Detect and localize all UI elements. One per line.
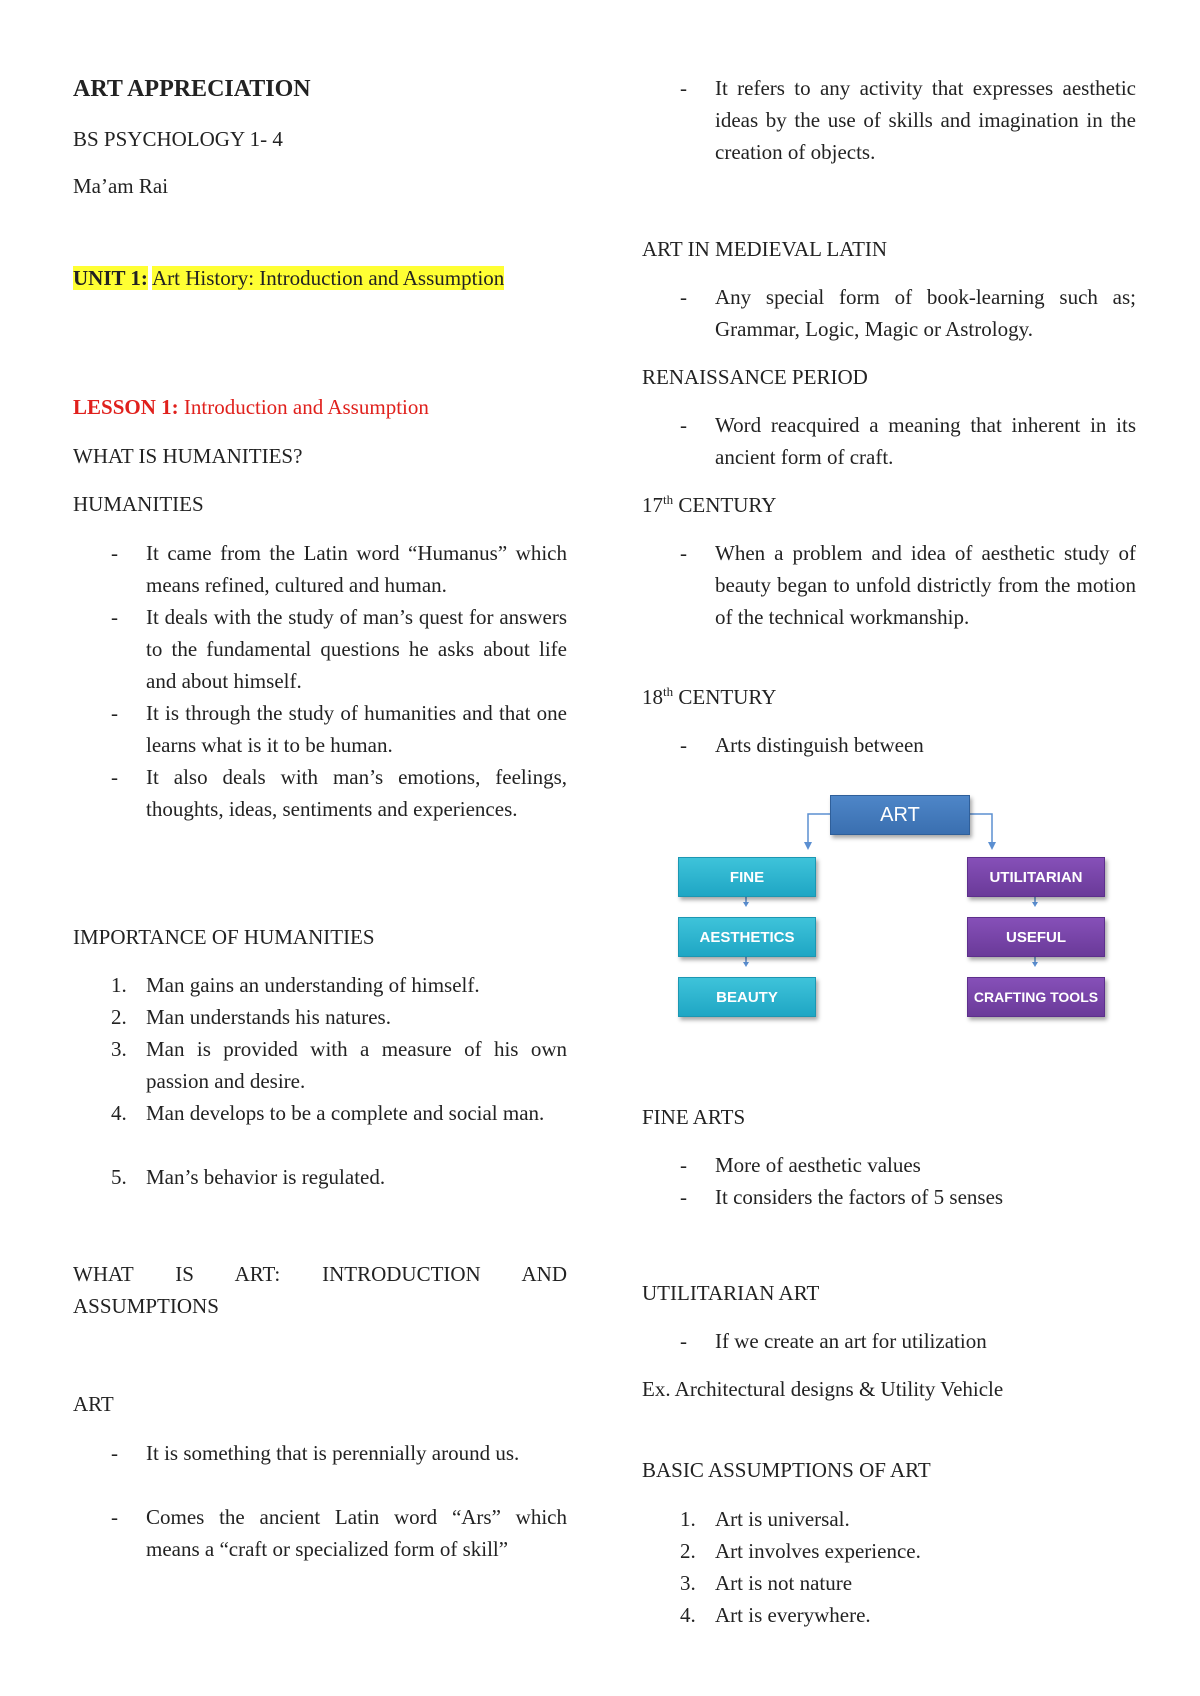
diagram-node-utilitarian: UTILITARIAN xyxy=(967,857,1105,897)
document-title: ART APPRECIATION xyxy=(73,76,311,102)
list-number: 1. xyxy=(111,973,127,997)
list-item xyxy=(642,1535,1136,1567)
humanities-item-4: It also deals with man’s emotions, feelings, thoughts, ideas, sentiments and experiences. xyxy=(146,765,567,821)
arrow-head xyxy=(1032,962,1038,967)
renaissance-heading: RENAISSANCE PERIOD xyxy=(642,365,868,389)
arrow-head xyxy=(804,842,812,850)
list-item xyxy=(642,729,1136,761)
diagram-node-crafting-tools: CRAFTING TOOLS xyxy=(967,977,1105,1017)
century-18-item-1: Arts distinguish between xyxy=(715,733,924,757)
utilitarian-art-item-1: If we create an art for utilization xyxy=(715,1329,987,1353)
list-number: 2. xyxy=(680,1539,696,1563)
list-item xyxy=(642,409,1136,473)
list-item xyxy=(642,1181,1136,1213)
list-number: 3. xyxy=(680,1571,696,1595)
arrow-head xyxy=(743,902,749,907)
bullet-dash: - xyxy=(111,605,118,629)
what-is-art-heading: WHAT IS ART: INTRODUCTION AND ASSUMPTIONS xyxy=(73,1262,567,1318)
importance-item-1: Man gains an understanding of himself. xyxy=(146,973,480,997)
arrow-head xyxy=(988,842,996,850)
list-item xyxy=(642,1567,1136,1599)
list-item xyxy=(73,537,567,601)
list-item xyxy=(73,1501,567,1565)
fine-arts-item-2: It considers the factors of 5 senses xyxy=(715,1185,1004,1209)
bullet-dash: - xyxy=(680,1185,687,1209)
connector-line xyxy=(808,814,830,844)
list-item xyxy=(642,1503,1136,1535)
renaissance-item-1: Word reacquired a meaning that inherent in its ancient form of craft. xyxy=(715,413,1136,469)
humanities-item-1: It came from the Latin word “Humanus” which means refined, cultured and human. xyxy=(146,541,567,597)
humanities-item-2: It deals with the study of man’s quest for answers to the fundamental questions he asks about life and about himself. xyxy=(146,605,567,693)
list-item xyxy=(642,281,1136,345)
list-item xyxy=(642,1325,1136,1357)
arrow-head xyxy=(1032,902,1038,907)
importance-item-5: Man’s behavior is regulated. xyxy=(146,1165,386,1189)
diagram-node-fine: FINE xyxy=(678,857,816,897)
instructor-name: Ma’am Rai xyxy=(73,174,169,198)
century-17-heading xyxy=(642,489,776,521)
what-is-humanities-heading: WHAT IS HUMANITIES? xyxy=(73,444,303,468)
unit-heading xyxy=(73,262,567,294)
bullet-dash: - xyxy=(111,541,118,565)
medieval-heading: ART IN MEDIEVAL LATIN xyxy=(642,237,888,261)
list-item xyxy=(642,1599,1136,1631)
list-item xyxy=(73,697,567,761)
art-item-2: Comes the ancient Latin word “Ars” which means a “craft or specialized form of skill” xyxy=(146,1505,567,1561)
bullet-dash: - xyxy=(111,765,118,789)
importance-heading: IMPORTANCE OF HUMANITIES xyxy=(73,925,375,949)
list-number: 4. xyxy=(680,1603,696,1627)
century-word: CENTURY xyxy=(678,685,777,709)
century-suffix: th xyxy=(663,492,674,507)
list-item xyxy=(73,1097,567,1129)
diagram-node-aesthetics: AESTHETICS xyxy=(678,917,816,957)
bullet-dash: - xyxy=(680,285,687,309)
list-item xyxy=(73,601,567,697)
importance-item-2: Man understands his natures. xyxy=(146,1005,391,1029)
bullet-dash: - xyxy=(680,1329,687,1353)
bullet-dash: - xyxy=(680,1153,687,1177)
diagram-node-useful: USEFUL xyxy=(967,917,1105,957)
list-number: 4. xyxy=(111,1101,127,1125)
diagram-node-art: ART xyxy=(830,795,970,835)
list-item xyxy=(73,1001,567,1033)
art-classification-diagram xyxy=(642,790,1136,1025)
bullet-dash: - xyxy=(680,76,687,100)
list-number: 5. xyxy=(111,1165,127,1189)
humanities-item-3: It is through the study of humanities and that one learns what is it to be human. xyxy=(146,701,567,757)
art-item-1: It is something that is perennially around us. xyxy=(146,1441,520,1465)
list-item xyxy=(642,72,1136,168)
century-word: CENTURY xyxy=(678,493,777,517)
course-label: BS PSYCHOLOGY 1- 4 xyxy=(73,127,283,151)
art-heading: ART xyxy=(73,1392,114,1416)
list-item xyxy=(73,761,567,825)
lesson-title: Introduction and Assumption xyxy=(183,395,429,419)
importance-item-4: Man develops to be a complete and social man. xyxy=(146,1101,545,1125)
list-number: 1. xyxy=(680,1507,696,1531)
lesson-heading xyxy=(73,391,429,423)
assumption-item-3: Art is not nature xyxy=(715,1571,853,1595)
list-item xyxy=(73,1161,567,1193)
assumption-item-4: Art is everywhere. xyxy=(715,1603,871,1627)
list-item xyxy=(642,1149,1136,1181)
medieval-item-1: Any special form of book-learning such as; Grammar, Logic, Magic or Astrology. xyxy=(715,285,1136,341)
list-item xyxy=(73,969,567,1001)
list-item xyxy=(73,1033,567,1097)
list-number: 2. xyxy=(111,1005,127,1029)
bullet-dash: - xyxy=(680,541,687,565)
list-item xyxy=(73,1437,567,1469)
bullet-dash: - xyxy=(680,413,687,437)
list-item xyxy=(642,537,1136,633)
bullet-dash: - xyxy=(111,701,118,725)
utilitarian-art-heading: UTILITARIAN ART xyxy=(642,1281,820,1305)
unit-label: UNIT 1: xyxy=(73,266,148,290)
utilitarian-example: Ex. Architectural designs & Utility Vehicle xyxy=(642,1377,1004,1401)
fine-arts-heading: FINE ARTS xyxy=(642,1105,746,1129)
arrow-head xyxy=(743,962,749,967)
century-17-item-1: When a problem and idea of aesthetic study of beauty began to unfold districtly from the motion of the technical workmanship. xyxy=(715,541,1136,629)
century-suffix: th xyxy=(663,684,674,699)
humanities-heading: HUMANITIES xyxy=(73,492,204,516)
bullet-dash: - xyxy=(111,1441,118,1465)
century-18-heading xyxy=(642,681,776,713)
assumption-item-2: Art involves experience. xyxy=(715,1539,921,1563)
art-item-3: It refers to any activity that expresses aesthetic ideas by the use of skills and imagination in the creation of objects. xyxy=(715,76,1136,164)
unit-title: Art History: Introduction and Assumption xyxy=(151,266,505,290)
diagram-node-beauty: BEAUTY xyxy=(678,977,816,1017)
lesson-label: LESSON 1: xyxy=(73,395,179,419)
fine-arts-item-1: More of aesthetic values xyxy=(715,1153,921,1177)
century-number: 17 xyxy=(642,493,663,517)
bullet-dash: - xyxy=(680,733,687,757)
importance-item-3: Man is provided with a measure of his own passion and desire. xyxy=(146,1037,567,1093)
connector-line xyxy=(968,814,992,844)
century-number: 18 xyxy=(642,685,663,709)
bullet-dash: - xyxy=(111,1505,118,1529)
list-number: 3. xyxy=(111,1037,127,1061)
assumption-item-1: Art is universal. xyxy=(715,1507,850,1531)
assumptions-heading: BASIC ASSUMPTIONS OF ART xyxy=(642,1458,931,1482)
